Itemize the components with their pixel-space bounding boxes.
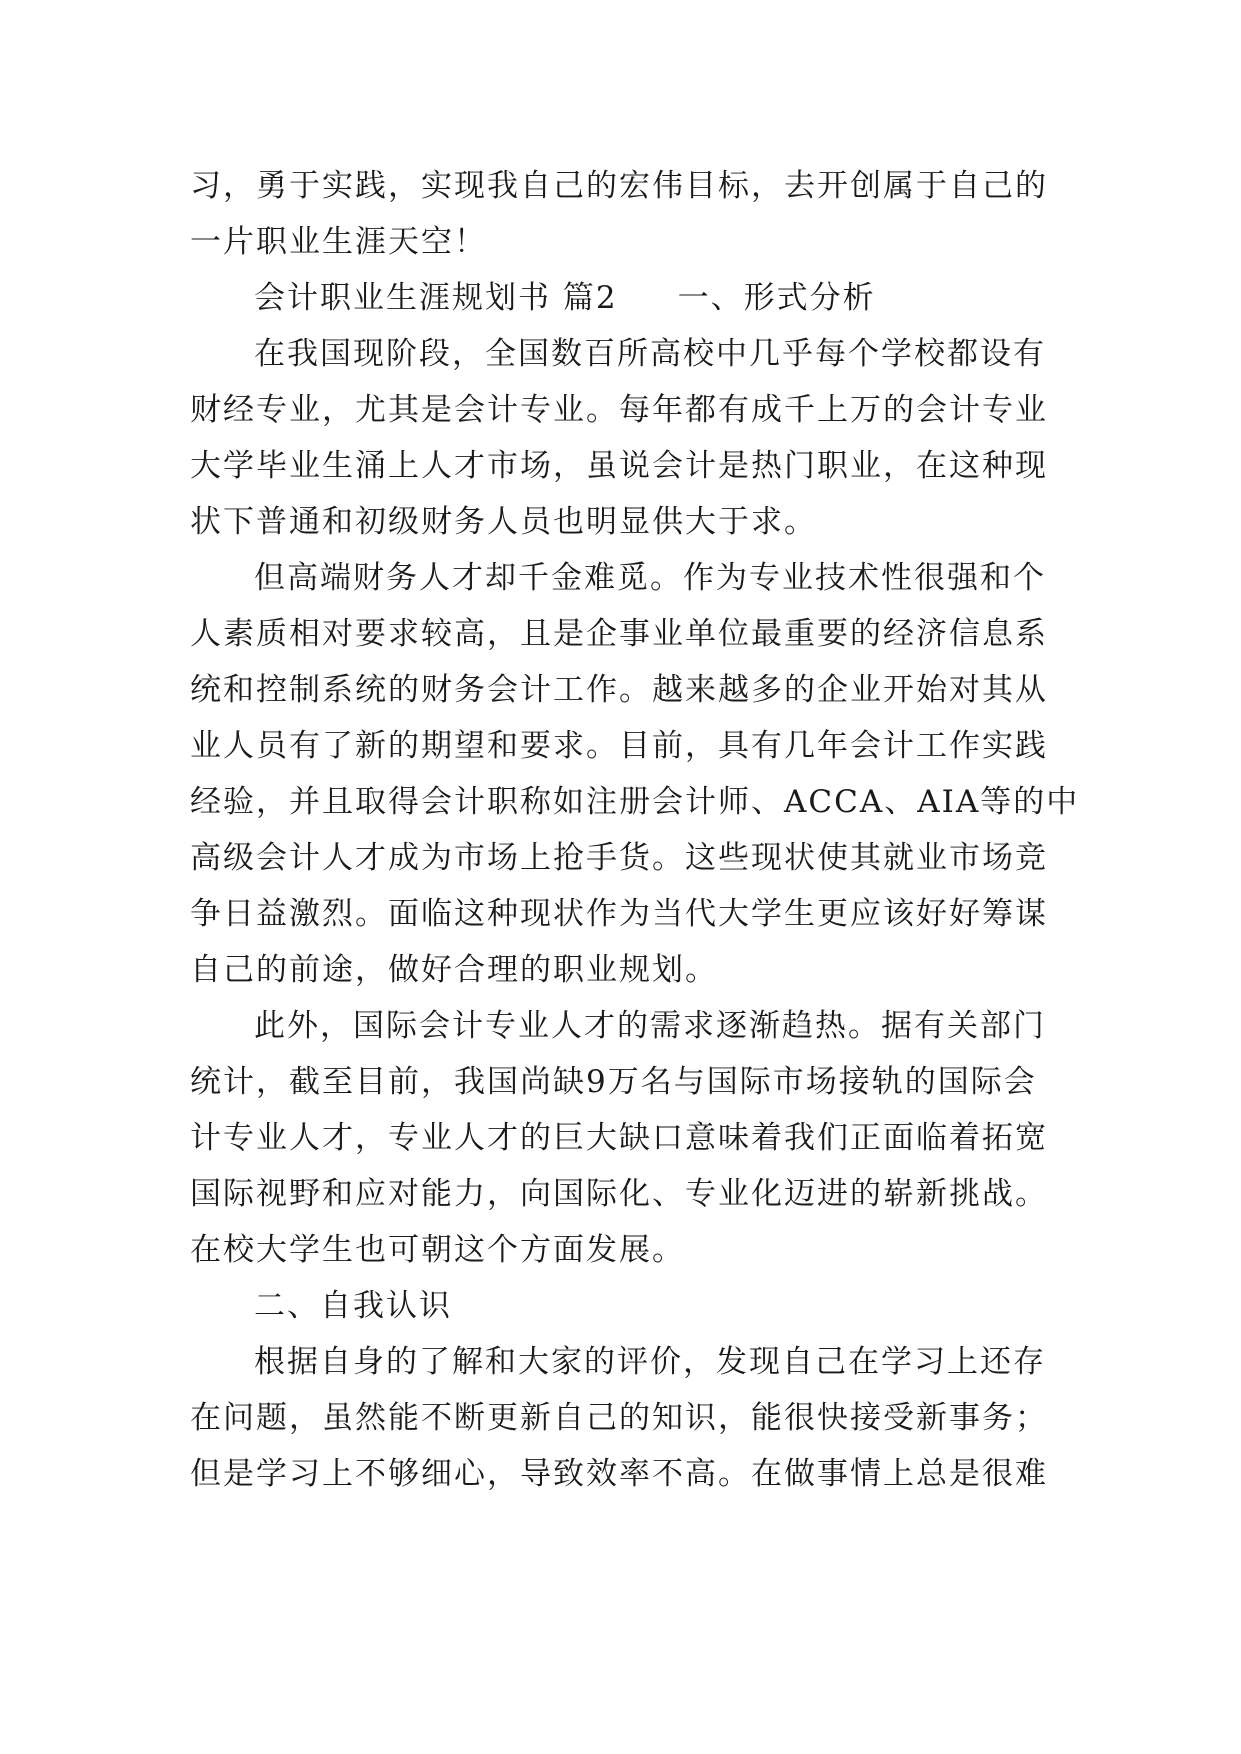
text-line: 但是学习上不够细心，导致效率不高。在做事情上总是很难 xyxy=(190,1456,1048,1492)
text-line: 在校大学生也可朝这个方面发展。 xyxy=(190,1232,685,1268)
document-title: 会计职业生涯规划书 篇2 xyxy=(254,280,618,316)
text-line: 一片职业生涯天空！ xyxy=(190,224,487,260)
paragraph-start: 但高端财务人才却千金难觅。作为专业技术性很强和个 xyxy=(254,560,1046,596)
paragraph-start: 此外，国际会计专业人才的需求逐渐趋热。据有关部门 xyxy=(254,1008,1046,1044)
paragraph-start: 根据自身的了解和大家的评价，发现自己在学习上还存 xyxy=(254,1344,1046,1380)
text-line: 统和控制系统的财务会计工作。越来越多的企业开始对其从 xyxy=(190,672,1048,708)
text-line: 业人员有了新的期望和要求。目前，具有几年会计工作实践 xyxy=(190,728,1048,764)
section-heading: 二、自我认识 xyxy=(254,1288,452,1324)
document-body xyxy=(190,158,1080,1502)
text-line: 人素质相对要求较高，且是企事业单位最重要的经济信息系 xyxy=(190,616,1048,652)
section-heading-line xyxy=(190,270,1050,326)
text-line: 在问题，虽然能不断更新自己的知识，能很快接受新事务； xyxy=(190,1400,1048,1436)
text-line: 大学毕业生涌上人才市场，虽说会计是热门职业，在这种现 xyxy=(190,448,1048,484)
text-line: 计专业人才，专业人才的巨大缺口意味着我们正面临着拓宽 xyxy=(190,1120,1048,1156)
text-line: 自己的前途，做好合理的职业规划。 xyxy=(190,952,718,988)
section-heading: 一、形式分析 xyxy=(677,280,876,316)
text-line: 状下普通和初级财务人员也明显供大于求。 xyxy=(190,504,817,540)
text-line: 经验，并且取得会计职称如注册会计师、ACCA、AIA等的中 xyxy=(190,784,1080,820)
text-line: 统计，截至目前，我国尚缺9万名与国际市场接轨的国际会 xyxy=(190,1064,1037,1100)
text-line: 争日益激烈。面临这种现状作为当代大学生更应该好好筹谋 xyxy=(190,896,1048,932)
text-line: 习，勇于实践，实现我自己的宏伟目标，去开创属于自己的 xyxy=(190,168,1048,204)
text-line: 国际视野和应对能力，向国际化、专业化迈进的崭新挑战。 xyxy=(190,1176,1048,1212)
paragraph-start: 在我国现阶段，全国数百所高校中几乎每个学校都设有 xyxy=(254,336,1046,372)
text-line: 财经专业，尤其是会计专业。每年都有成千上万的会计专业 xyxy=(190,392,1048,428)
text-line: 高级会计人才成为市场上抢手货。这些现状使其就业市场竞 xyxy=(190,840,1048,876)
